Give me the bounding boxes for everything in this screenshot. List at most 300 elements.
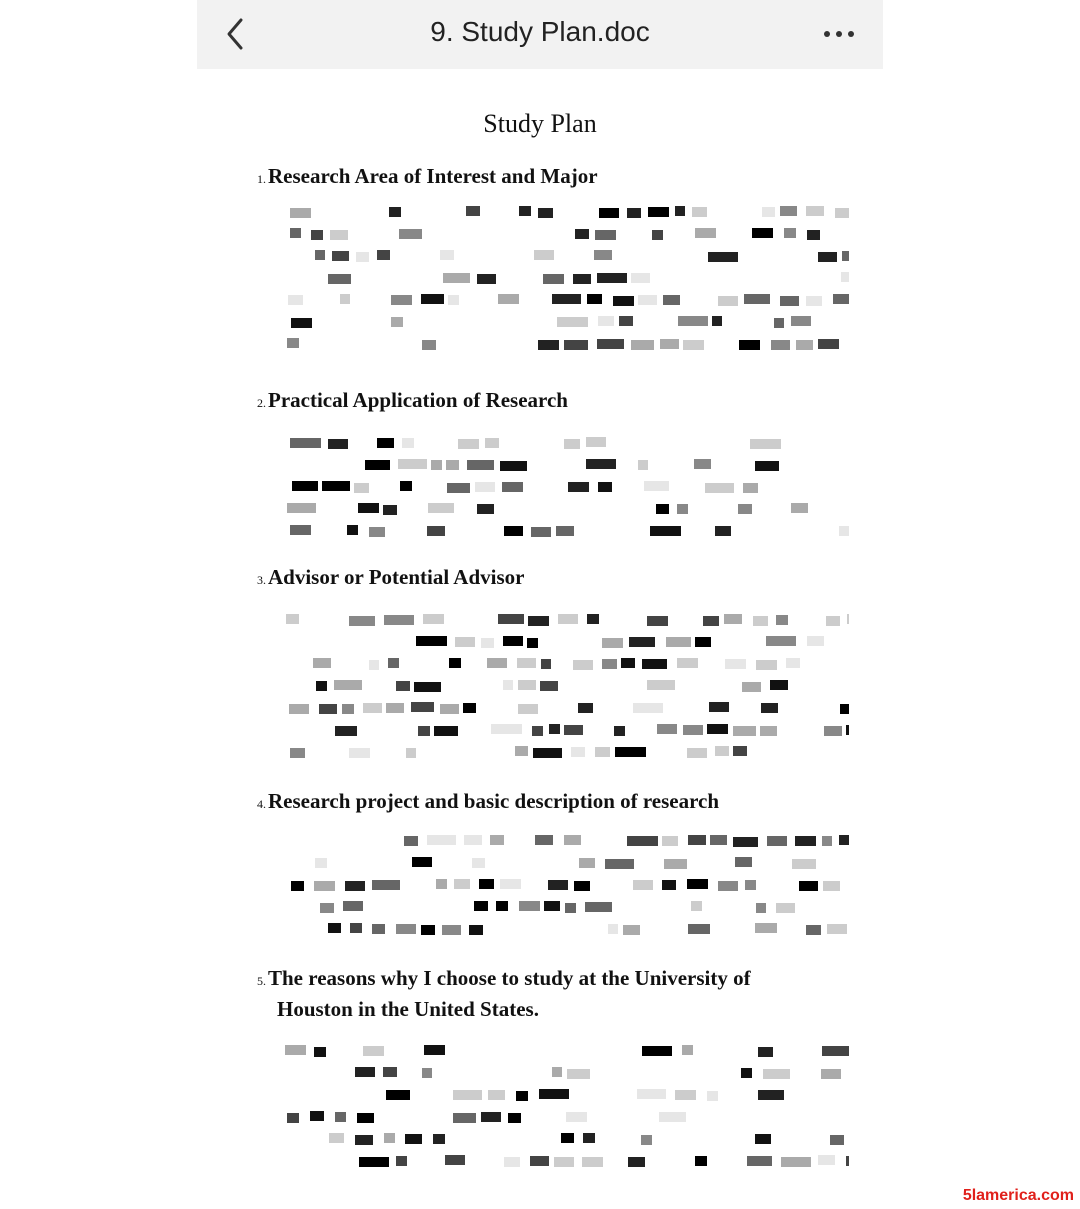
redaction-block: [538, 340, 559, 350]
section-number: 4.: [257, 797, 266, 811]
redaction-block: [605, 859, 634, 869]
redaction-block: [574, 881, 590, 891]
redaction-block: [822, 836, 832, 846]
redaction-block: [396, 924, 416, 934]
redaction-block: [821, 1069, 841, 1079]
redaction-block: [647, 616, 668, 626]
redaction-block: [826, 616, 840, 626]
redaction-block: [316, 681, 327, 691]
redaction-block: [290, 208, 311, 218]
redaction-block: [552, 1067, 562, 1077]
redaction-block: [742, 682, 761, 692]
redaction-block: [357, 1113, 374, 1123]
redaction-block: [508, 1113, 521, 1123]
redaction-block: [453, 1113, 476, 1123]
redaction-block: [491, 724, 522, 734]
redaction-block: [784, 228, 796, 238]
redaction-block: [664, 859, 687, 869]
redaction-block: [314, 1047, 326, 1057]
redaction-block: [436, 879, 447, 889]
redaction-block: [490, 835, 504, 845]
redaction-block: [442, 925, 461, 935]
redaction-block: [595, 747, 610, 757]
section-heading-2: [257, 386, 568, 417]
redaction-block: [285, 1045, 306, 1055]
redaction-block: [320, 903, 334, 913]
redaction-block: [287, 338, 299, 348]
redaction-block: [474, 901, 488, 911]
redaction-block: [467, 460, 494, 470]
redaction-block: [422, 1068, 432, 1078]
redaction-block: [771, 340, 790, 350]
redaction-block: [356, 252, 369, 262]
redaction-block: [644, 481, 669, 491]
redaction-block: [328, 274, 351, 284]
redaction-block: [286, 614, 299, 624]
redaction-block: [424, 1045, 445, 1055]
redaction-block: [806, 206, 824, 216]
redaction-block: [638, 460, 648, 470]
redaction-block: [683, 725, 703, 735]
redaction-block: [515, 746, 528, 756]
redaction-block: [481, 638, 494, 648]
redaction-block: [487, 658, 507, 668]
redaction-block: [652, 230, 663, 240]
redaction-block: [725, 659, 746, 669]
redaction-block: [332, 251, 349, 261]
redaction-block: [311, 230, 323, 240]
redaction-block: [504, 526, 523, 536]
redaction-block: [423, 614, 444, 624]
redaction-block: [587, 294, 602, 304]
redaction-block: [313, 658, 331, 668]
redaction-block: [675, 1090, 696, 1100]
redaction-block: [677, 504, 688, 514]
section-heading-text-continued: Houston in the United States.: [277, 997, 539, 1021]
redaction-block: [583, 1133, 595, 1143]
redaction-block: [412, 857, 432, 867]
redaction-block: [631, 273, 650, 283]
redaction-block: [735, 857, 752, 867]
redaction-block: [552, 294, 581, 304]
redaction-block: [743, 483, 758, 493]
redaction-block: [758, 1090, 784, 1100]
redaction-block: [841, 272, 849, 282]
redaction-block: [767, 836, 787, 846]
redaction-block: [608, 924, 618, 934]
redaction-block: [517, 658, 536, 668]
redaction-block: [530, 1156, 549, 1166]
redaction-block: [615, 747, 646, 757]
redaction-block: [322, 481, 350, 491]
redaction-block: [399, 229, 422, 239]
redaction-block: [587, 614, 599, 624]
redaction-block: [733, 746, 747, 756]
redaction-block: [718, 296, 738, 306]
redaction-block: [431, 460, 442, 470]
redaction-block: [762, 207, 775, 217]
redaction-block: [383, 505, 397, 515]
redaction-block: [755, 1134, 771, 1144]
redaction-block: [602, 659, 617, 669]
watermark: 5lamerica.com: [962, 1187, 1074, 1204]
redaction-block: [383, 1067, 397, 1077]
redaction-block: [288, 295, 303, 305]
redaction-block: [568, 482, 589, 492]
redaction-block: [440, 704, 459, 714]
redaction-block: [824, 726, 842, 736]
redaction-block: [488, 1090, 505, 1100]
redaction-block: [733, 837, 758, 847]
redaction-block: [388, 658, 399, 668]
redaction-block: [391, 295, 412, 305]
redaction-block: [531, 527, 551, 537]
redaction-block: [755, 461, 779, 471]
section-number: 2.: [257, 396, 266, 410]
redaction-block: [703, 616, 719, 626]
redaction-block: [641, 1135, 652, 1145]
redaction-block: [434, 726, 458, 736]
redaction-block: [627, 836, 658, 846]
redaction-block: [741, 1068, 752, 1078]
section-heading-5: [257, 964, 751, 1023]
redaction-block: [733, 726, 756, 736]
section-heading-text: Advisor or Potential Advisor: [268, 565, 525, 589]
redaction-block: [657, 724, 677, 734]
redaction-block: [328, 439, 348, 449]
redaction-block: [712, 316, 722, 326]
redaction-block: [763, 1069, 790, 1079]
redaction-block: [384, 1133, 395, 1143]
redaction-block: [396, 681, 410, 691]
redaction-block: [660, 339, 679, 349]
redaction-block: [290, 438, 321, 448]
redaction-block: [496, 901, 508, 911]
redaction-block: [666, 637, 691, 647]
redaction-block: [585, 902, 612, 912]
redaction-block: [516, 1091, 528, 1101]
redaction-block: [453, 1090, 482, 1100]
redaction-block: [792, 859, 816, 869]
redaction-block: [335, 726, 357, 736]
redaction-block: [504, 1157, 520, 1167]
redaction-block: [310, 1111, 324, 1121]
redaction-block: [347, 525, 358, 535]
redaction-block: [330, 230, 348, 240]
redaction-block: [638, 295, 657, 305]
redaction-block: [663, 295, 680, 305]
redaction-block: [464, 835, 482, 845]
redaction-block: [715, 746, 729, 756]
redaction-block: [822, 1046, 849, 1056]
redaction-block: [650, 526, 681, 536]
redaction-block: [695, 637, 711, 647]
redaction-block: [739, 340, 760, 350]
redaction-block: [709, 702, 729, 712]
redaction-block: [314, 881, 335, 891]
redaction-block: [683, 340, 704, 350]
redaction-block: [500, 879, 521, 889]
redaction-block: [695, 1156, 707, 1166]
redaction-block: [389, 207, 401, 217]
redaction-block: [446, 460, 459, 470]
section-heading-4: [257, 787, 719, 818]
redaction-block: [682, 1045, 693, 1055]
redaction-block: [595, 230, 616, 240]
redaction-block: [724, 614, 742, 624]
redaction-block: [833, 294, 849, 304]
redaction-block: [564, 725, 583, 735]
redaction-block: [359, 1157, 389, 1167]
redaction-block: [518, 680, 536, 690]
redaction-block: [623, 925, 640, 935]
redaction-block: [594, 250, 612, 260]
redaction-block: [315, 250, 325, 260]
redaction-block: [688, 835, 706, 845]
top-navigation-bar: [197, 0, 883, 69]
redaction-block: [377, 250, 390, 260]
redacted-content: [197, 69, 883, 1209]
redaction-block: [386, 703, 404, 713]
redaction-block: [533, 748, 562, 758]
redaction-block: [405, 1134, 422, 1144]
section-heading-text: Research project and basic description of research: [268, 789, 720, 813]
document-title-bar: 9. Study Plan.doc: [430, 16, 650, 47]
redaction-block: [579, 858, 595, 868]
redaction-block: [631, 340, 654, 350]
redaction-block: [656, 504, 669, 514]
redaction-block: [469, 925, 483, 935]
redaction-block: [369, 660, 379, 670]
redaction-block: [402, 438, 414, 448]
redaction-block: [527, 638, 538, 648]
redaction-block: [708, 252, 738, 262]
redaction-block: [500, 461, 527, 471]
document-page[interactable]: [197, 69, 883, 1209]
redaction-block: [567, 1069, 590, 1079]
redaction-block: [564, 340, 588, 350]
redaction-block: [578, 703, 593, 713]
redaction-block: [692, 207, 707, 217]
redaction-block: [747, 1156, 772, 1166]
redaction-block: [750, 439, 781, 449]
redaction-block: [328, 923, 341, 933]
redaction-block: [449, 658, 461, 668]
redaction-block: [411, 702, 434, 712]
redaction-block: [477, 274, 496, 284]
redaction-block: [827, 924, 847, 934]
redaction-block: [342, 704, 354, 714]
redaction-block: [355, 1067, 375, 1077]
section-number: 3.: [257, 573, 266, 587]
redaction-block: [642, 659, 667, 669]
redaction-block: [519, 206, 531, 216]
redaction-block: [363, 703, 382, 713]
redaction-block: [528, 616, 549, 626]
redaction-block: [770, 680, 788, 690]
redaction-block: [427, 526, 445, 536]
redaction-block: [350, 923, 362, 933]
redaction-block: [621, 658, 635, 668]
redaction-block: [633, 880, 653, 890]
redaction-block: [840, 704, 849, 714]
redaction-block: [290, 525, 311, 535]
redaction-block: [290, 228, 301, 238]
redaction-block: [786, 658, 800, 668]
redaction-block: [633, 703, 663, 713]
redaction-block: [372, 880, 400, 890]
redaction-block: [418, 726, 430, 736]
redaction-block: [796, 340, 813, 350]
redaction-block: [573, 660, 593, 670]
redaction-block: [564, 439, 580, 449]
redaction-block: [455, 637, 475, 647]
redaction-block: [756, 903, 766, 913]
redaction-block: [458, 439, 479, 449]
redaction-block: [290, 748, 305, 758]
redaction-block: [688, 924, 710, 934]
redaction-block: [479, 879, 494, 889]
redaction-block: [694, 459, 711, 469]
redaction-block: [518, 704, 538, 714]
redaction-block: [556, 526, 574, 536]
redaction-block: [776, 903, 795, 913]
redaction-block: [613, 296, 634, 306]
redaction-block: [557, 317, 588, 327]
redaction-block: [291, 318, 312, 328]
redaction-block: [842, 251, 849, 261]
redaction-block: [695, 228, 716, 238]
redaction-block: [707, 1091, 718, 1101]
redaction-block: [780, 296, 799, 306]
redaction-block: [472, 858, 485, 868]
redaction-block: [835, 208, 849, 218]
redaction-block: [440, 250, 454, 260]
redaction-block: [502, 482, 523, 492]
redaction-block: [598, 316, 614, 326]
redaction-block: [539, 1089, 569, 1099]
redaction-block: [627, 208, 641, 218]
document-heading: Study Plan: [483, 109, 597, 138]
redaction-block: [774, 318, 784, 328]
redaction-block: [760, 726, 777, 736]
redaction-block: [806, 925, 821, 935]
redaction-block: [349, 616, 375, 626]
redaction-block: [756, 660, 777, 670]
redaction-block: [475, 482, 495, 492]
redaction-block: [830, 1135, 844, 1145]
redaction-block: [414, 682, 441, 692]
redaction-block: [334, 680, 362, 690]
redaction-block: [355, 1135, 373, 1145]
redaction-block: [678, 316, 708, 326]
redaction-block: [573, 274, 591, 284]
redaction-block: [766, 636, 796, 646]
redaction-block: [454, 879, 470, 889]
redaction-block: [818, 1155, 835, 1165]
redaction-block: [544, 901, 560, 911]
redaction-block: [406, 748, 416, 758]
redaction-block: [755, 923, 777, 933]
redaction-block: [744, 294, 770, 304]
section-heading-text: Practical Application of Research: [268, 388, 568, 412]
redaction-block: [372, 924, 385, 934]
redaction-block: [554, 1157, 574, 1167]
redaction-block: [839, 526, 849, 536]
redaction-block: [377, 438, 394, 448]
section-number: 5.: [257, 974, 266, 988]
redaction-block: [421, 925, 435, 935]
redaction-block: [498, 614, 524, 624]
redaction-block: [761, 703, 778, 713]
redaction-block: [791, 503, 808, 513]
section-heading-3: [257, 563, 524, 594]
redaction-block: [343, 901, 363, 911]
redaction-block: [396, 1156, 407, 1166]
redaction-block: [705, 483, 734, 493]
redaction-block: [287, 503, 316, 513]
redaction-block: [564, 835, 581, 845]
more-options-button[interactable]: [819, 18, 859, 50]
redaction-block: [614, 726, 625, 736]
redaction-block: [443, 273, 470, 283]
redaction-block: [818, 252, 837, 262]
redaction-block: [448, 295, 459, 305]
redaction-block: [477, 504, 494, 514]
redaction-block: [818, 339, 839, 349]
redaction-block: [718, 881, 738, 891]
redaction-block: [538, 208, 553, 218]
redaction-block: [384, 615, 414, 625]
redaction-block: [540, 681, 558, 691]
redaction-block: [292, 481, 318, 491]
redaction-block: [541, 659, 551, 669]
redaction-block: [543, 274, 564, 284]
redaction-block: [498, 294, 519, 304]
redaction-block: [586, 437, 606, 447]
redaction-block: [597, 273, 627, 283]
redaction-block: [535, 835, 553, 845]
redaction-block: [619, 316, 633, 326]
redaction-block: [565, 903, 576, 913]
redaction-block: [795, 836, 816, 846]
redaction-block: [319, 704, 337, 714]
redaction-block: [329, 1133, 344, 1143]
redaction-block: [677, 658, 698, 668]
redaction-block: [445, 1155, 465, 1165]
more-horizontal-icon: [819, 18, 859, 50]
redaction-block: [416, 636, 447, 646]
redaction-block: [582, 1157, 603, 1167]
redaction-block: [662, 836, 678, 846]
redaction-block: [847, 614, 849, 624]
redaction-block: [422, 340, 436, 350]
redaction-block: [463, 703, 476, 713]
redaction-block: [738, 504, 752, 514]
redaction-block: [753, 616, 768, 626]
redaction-block: [659, 1112, 686, 1122]
redaction-block: [648, 207, 669, 217]
redaction-block: [781, 1157, 811, 1167]
redaction-block: [647, 680, 675, 690]
redaction-block: [466, 206, 480, 216]
redaction-block: [335, 1112, 346, 1122]
redaction-block: [602, 638, 623, 648]
redaction-block: [548, 880, 568, 890]
redaction-block: [846, 725, 849, 735]
redaction-block: [776, 615, 788, 625]
redaction-block: [662, 880, 676, 890]
